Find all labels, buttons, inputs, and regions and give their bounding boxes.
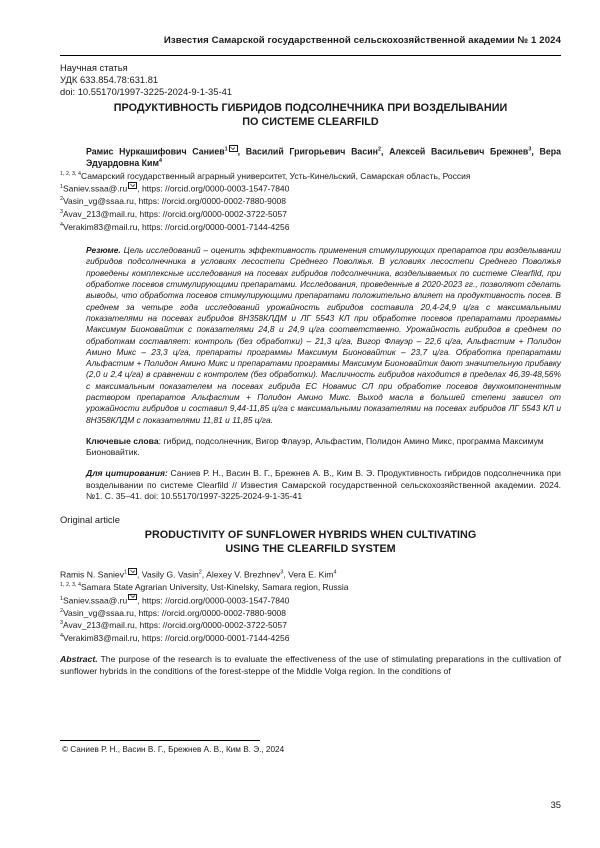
contact-sup: 2 (60, 196, 63, 203)
article-type-en: Original article (60, 513, 120, 525)
title-line: ПРОДУКТИВНОСТЬ ГИБРИДОВ ПОДСОЛНЕЧНИКА ПРИ ВОЗДЕЛЫВАНИИ (113, 102, 508, 114)
envelope-icon (229, 145, 238, 152)
envelope-icon (128, 568, 137, 575)
affiliation-text: Самарский государственный аграрный университет, Усть-Кинельский, Самарская область, Россия (80, 170, 471, 181)
contact-line (60, 632, 561, 645)
title-line: ПО СИСТЕМЕ CLEARFILD (242, 115, 379, 128)
authors-ru: Рамис Нуркашифович Саниев$^1$ , Василий Григорьевич Васин$^2$, Алексей Васильевич Брежнев$^3$, Вера Эдуардовна Ким$^4$ (86, 146, 561, 169)
contact-email: Avav_213@mail.ru (63, 208, 135, 219)
doi: doi: 10.55170/1997-3225-2024-9-1-35-41 (60, 86, 233, 97)
abstract-ru (60, 245, 561, 426)
abstract-en (60, 654, 561, 677)
affiliation-text: Samara State Agrarian University, Ust-Kinelsky, Samara region, Russia (80, 581, 349, 592)
contact-email: Avav_213@mail.ru (63, 620, 135, 631)
author-sup: 1 (224, 146, 228, 153)
article-title-en (60, 528, 561, 556)
article-content (60, 62, 561, 678)
contact-email: Verakim83@mail.ru (63, 632, 138, 643)
contact-email: Vasin_vg@ssaa.ru (63, 607, 134, 618)
contact-orcid: , https: //orcid.org/0000-0001-7144-4256 (137, 221, 290, 232)
abstract-text: Цель исследований – оценить эффективность применения стимулирующих препаратов при возделывании гибридов подсолнечника в условиях лесостепи Среднего Поволжья. В условиях лесостепи Среднего Поволжья проведены комплексные исследования на посевах гибридов подсолнечника, возделываемых по системе Clearfild, при обработке посевов стимулирующими препаратами. Исследования, проведенные в 2020-2023 гг., позволяют сделать выводы, что обработка посевов стимулирующими препаратами положительно влияет на продуктивность посев. В среднем за четыре года исследований урожайность гибридов составила 20,4-24,9 ц/га с максимальными показателями на посевах гибридов 8Н358КЛДМ и ЛГ 5543 КЛ при обработке посевов препаратами программы Максимум Бионовайтик с показателями 24,8 и 24,9 ц/га соответственно. Урожайность гибридов в среднем по обработкам составляет: контроль (без обработки) – 21,3 ц/га, Вигор Флауэр – 22,6 ц/га, Альфастим + Полидон Амино Микс – 23,3 ц/га, препараты программы Максимум Бионовайтик – 23,7 ц/га. Обработка препаратами Альфастим + Полидон Амино Микс и препаратами программы Максимум Бионовайтик дают значительную прибавку (2,0 и 2,4 ц/га) в сравнении с контролем (без обработки). Масличность гибридов находится в пределах 46,39-48,56% с максимальным показателем на посевах гибрида ЕС Новамис СЛ при обработке посевов двухкомпонентным раствором препаратов Альфастим + Полидон Амино Микс. Выход масла в большей степени зависел от урожайности гибридов и составил 9,44-11,85 ц/га с максимальными показателями на посевах гибридов ЛГ 5543 КЛ и 8Н358КЛДМ с показателями 11,81 и 11,85 ц/га. (86, 245, 562, 425)
author-name: Алексей Васильевич Брежнев (389, 146, 529, 157)
contact-sup: 4 (60, 221, 63, 228)
contact-email: Saniev.ssaa@.ru (63, 183, 128, 194)
udc: УДК 633.854.78:631.81 (60, 74, 159, 85)
journal-header (60, 27, 561, 56)
author-name: Alexey V. Brezhnev (206, 569, 281, 580)
envelope-icon (128, 182, 137, 189)
article-title-ru (60, 102, 561, 129)
author-sup: 4 (158, 158, 162, 165)
abstract-label: Резюме. (86, 245, 121, 256)
author-sup: 3 (280, 569, 284, 576)
contact-orcid: , https: //orcid.org/0000-0003-1547-7840 (137, 183, 290, 194)
author-name: Ramis N. Saniev (60, 569, 124, 580)
citation-label: Для цитирования: (86, 468, 168, 479)
author-sup: 3 (528, 146, 532, 153)
contact-orcid: , https: //orcid.org/0000-0001-7144-4256 (137, 632, 290, 643)
keywords-text: : гибрид, подсолнечник, Вигор Флауэр, Альфастим, Полидон Амино Микс, программа Максимум Бионовайтик. (86, 435, 544, 458)
contact-sup: 2 (60, 607, 63, 614)
contact-sup: 1 (60, 183, 63, 190)
keywords-label: Ключевые слова (86, 435, 159, 446)
authors-en: Ramis N. Saniev$^1$ , Vasily G. Vasin$^2$, Alexey V. Brezhnev$^3$, Vera E. Kim$^4$ (60, 569, 337, 580)
affiliation-sup: 1, 2, 3, 4 (60, 582, 81, 589)
author-sup: 1 (124, 569, 127, 576)
keywords (60, 436, 561, 458)
contact-email: Vasin_vg@ssaa.ru (63, 196, 134, 207)
title-line: USING THE CLEARFILD SYSTEM (225, 542, 396, 555)
abstract-label-en: Abstract. (60, 654, 98, 665)
author-sup: 2 (377, 146, 381, 153)
envelope-icon (128, 594, 137, 601)
affiliations-en (60, 581, 561, 645)
contact-line (60, 182, 561, 195)
copyright-footnote: © Саниев Р. Н., Васин В. Г., Брежнев А. В., Ким В. Э., 2024 (62, 745, 285, 754)
author-name: Вера Эдуардовна Ким (86, 146, 561, 169)
citation (60, 468, 561, 502)
title-line: PRODUCTIVITY OF SUNFLOWER HYBRIDS WHEN CULTIVATING (144, 528, 477, 541)
contact-email: Saniev.ssaa@.ru (63, 595, 128, 606)
contact-sup: 3 (60, 209, 63, 216)
contact-orcid: , https: //orcid.org/0000-0003-1547-7840 (137, 595, 290, 606)
author-sup: 4 (333, 569, 337, 576)
citation-text: Саниев Р. Н., Васин В. Г., Брежнев А. В., Ким В. Э. Продуктивность гибридов подсолнечника при возделывании по системе Clearfild // Известия Самарской государственной сельскохозяйственной академии. 2024. №1. С. 35–41. doi: 10.55170/1997-3225-2024-9-1-35-41 (86, 468, 561, 501)
contact-orcid: , https: //orcid.org/0000-0002-7880-9008 (133, 607, 287, 618)
contact-line (60, 221, 561, 234)
contact-sup: 4 (60, 633, 63, 640)
page-number: 35 (550, 799, 561, 810)
footnote-divider (60, 740, 260, 741)
affiliation-line (60, 581, 561, 594)
contact-line (60, 208, 561, 221)
affiliations-ru (60, 170, 561, 234)
contact-orcid: , https: //orcid.org/0000-0002-7880-9008 (133, 196, 287, 207)
journal-header-text: Известия Самарской государственной сельскохозяйственной академии № 1 2024 (163, 35, 561, 46)
abstract-text-en: The purpose of the research is to evaluate the effectiveness of the use of stimulating preparations in the cultivation of sunflower hybrids in the conditions of the forest-steppe of the Middle Volga region. In the conditions of (60, 654, 561, 677)
article-type: Научная статья (60, 62, 128, 73)
contact-sup: 1 (60, 595, 63, 602)
contact-line (60, 195, 561, 208)
contact-sup: 3 (60, 620, 63, 627)
author-name: Vera E. Kim (288, 569, 334, 580)
contact-line (60, 594, 561, 607)
author-name: Рамис Нуркашифович Саниев (86, 146, 225, 157)
contact-orcid: , https: //orcid.org/0000-0002-3722-5057 (134, 208, 287, 219)
contact-orcid: , https: //orcid.org/0000-0002-3722-5057 (134, 620, 287, 631)
contact-email: Verakim83@mail.ru (63, 221, 138, 232)
author-sup: 2 (198, 569, 202, 576)
contact-line (60, 607, 561, 620)
contact-line (60, 619, 561, 632)
author-name: Василий Григорьевич Васин (245, 146, 378, 157)
affiliation-line (60, 170, 561, 183)
author-name: Vasily G. Vasin (141, 569, 199, 580)
affiliation-sup: 1, 2, 3, 4 (60, 170, 81, 177)
